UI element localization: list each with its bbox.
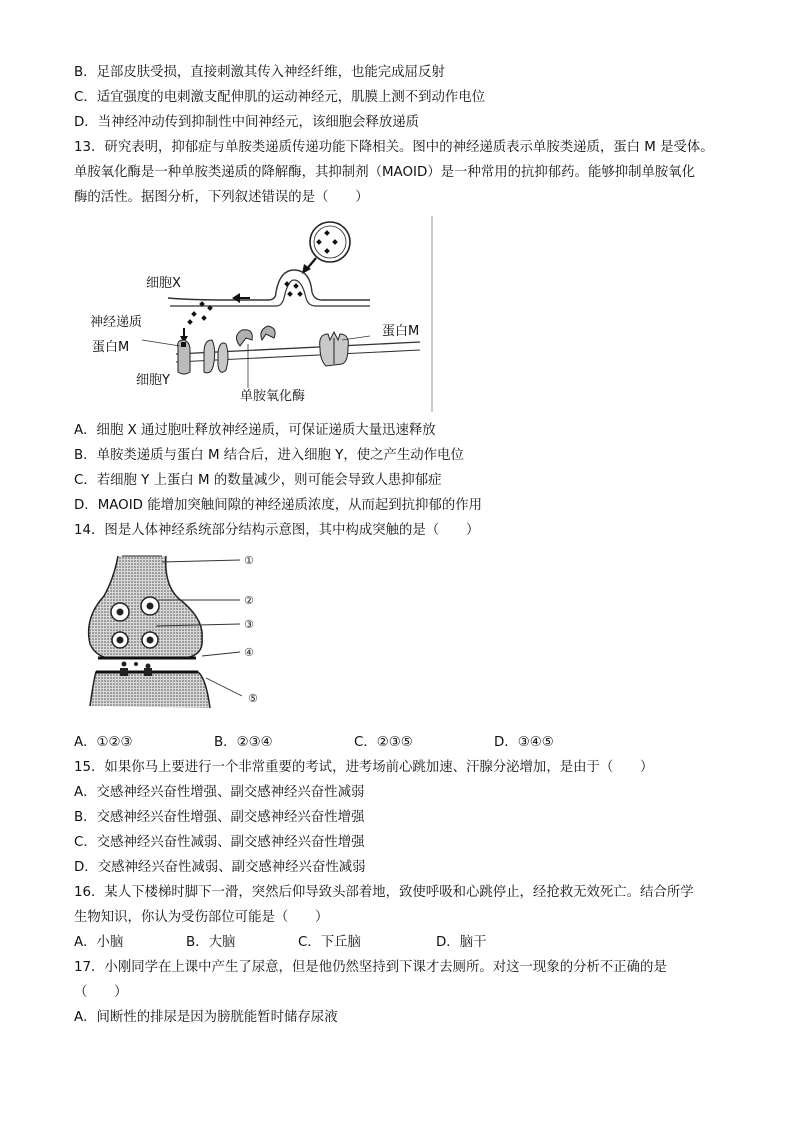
q17-stem-line1: 17．小刚同学在上课中产生了尿意，但是他仍然坚持到下课才去厕所。对这一现象的分析不正确的是 [74, 960, 667, 975]
q15-option-b: B．交感神经兴奋性增强、副交感神经兴奋性增强 [74, 810, 365, 825]
synapse-figure-q13 [80, 212, 440, 414]
label-4: ④ [244, 646, 254, 659]
mao-enzyme [236, 326, 275, 346]
q16-stem-line1: 16．某人下楼梯时脚下一滑，突然后仰导致头部着地，致使呼吸和心跳停止，经抢救无效死亡。结合所学 [74, 885, 694, 900]
q16-option-a: A．小脑 [74, 935, 124, 950]
q14-option-b: B．②③④ [214, 735, 273, 750]
q15-option-a: A．交感神经兴奋性增强、副交感神经兴奋性减弱 [74, 785, 365, 800]
q15-option-c: C．交感神经兴奋性减弱、副交感神经兴奋性增强 [74, 835, 365, 850]
label-5: ⑤ [248, 692, 258, 705]
q13-option-c: C．若细胞 Y 上蛋白 M 的数量减少，则可能会导致人患抑郁症 [74, 473, 442, 488]
q17-stem-line2: （ ） [74, 985, 128, 1000]
q15-stem: 15．如果你马上要进行一个非常重要的考试，进考场前心跳加速、汗腺分泌增加，是由于（ ） [74, 760, 654, 775]
neurotransmitter-particles [187, 301, 213, 325]
q13-stem-line3: 酶的活性。据图分析，下列叙述错误的是（ ） [74, 190, 369, 205]
q13-option-a: A．细胞 X 通过胞吐释放神经递质，可保证递质大量迅速释放 [74, 423, 436, 438]
label-neurotransmitter: 神经递质 [90, 315, 143, 330]
q13-stem-line2: 单胺氧化酶是一种单胺类递质的降解酶，其抑制剂（MAOID）是一种常用的抗抑郁药。能够抑制单胺氧化 [74, 165, 696, 180]
label-3: ③ [244, 618, 254, 631]
q16-stem-line2: 生物知识，你认为受伤部位可能是（ ） [74, 910, 329, 925]
cell-x-membrane [168, 270, 370, 300]
protein-m-receptor-left [178, 340, 190, 374]
q14-option-a: A．①②③ [74, 735, 133, 750]
q12-option-d: D．当神经冲动传到抑制性中间神经元，该细胞会释放递质 [74, 115, 420, 130]
q15-option-d: D．交感神经兴奋性减弱、副交感神经兴奋性减弱 [74, 860, 366, 875]
label-cell-x: 细胞X [146, 276, 181, 291]
label-protein-m-right: 蛋白M [382, 324, 420, 339]
q14-options [74, 734, 554, 752]
q16-option-c: C．下丘脑 [298, 935, 361, 950]
label-cell-y: 细胞Y [136, 373, 170, 388]
q17-option-a: A．间断性的排尿是因为膀胱能暂时储存尿液 [74, 1010, 338, 1025]
q12-option-b: B．足部皮肤受损，直接刺激其传入神经纤维，也能完成屈反射 [74, 65, 445, 80]
protein-m-receptor-right [320, 332, 349, 366]
q16-options [74, 934, 486, 952]
synaptic-vesicle [310, 222, 350, 262]
label-2: ② [244, 594, 254, 607]
q12-option-c: C．适宜强度的电刺激支配伸肌的运动神经元，肌膜上测不到动作电位 [74, 90, 486, 105]
q14-stem: 14．图是人体神经系统部分结构示意图，其中构成突触的是（ ） [74, 523, 480, 538]
q14-option-d: D．③④⑤ [494, 735, 554, 750]
q16-option-d: D．脑干 [436, 935, 487, 950]
q13-stem-line1: 13．研究表明，抑郁症与单胺类递质传递功能下降相关。图中的神经递质表示单胺类递质，蛋白 M 是受体。 [74, 140, 714, 155]
q13-option-d: D．MAOID 能增加突触间隙的神经递质浓度，从而起到抗抑郁的作用 [74, 498, 483, 513]
label-mao: 单胺氧化酶 [240, 389, 306, 404]
q13-option-b: B．单胺类递质与蛋白 M 结合后，进入细胞 Y，使之产生动作电位 [74, 448, 464, 463]
label-1: ① [244, 554, 254, 567]
synapse-figure-q14 [74, 548, 274, 714]
label-protein-m-left: 蛋白M [92, 340, 130, 355]
channel-protein [204, 340, 228, 373]
q14-option-c: C．②③⑤ [354, 735, 413, 750]
q16-option-b: B．大脑 [186, 935, 236, 950]
